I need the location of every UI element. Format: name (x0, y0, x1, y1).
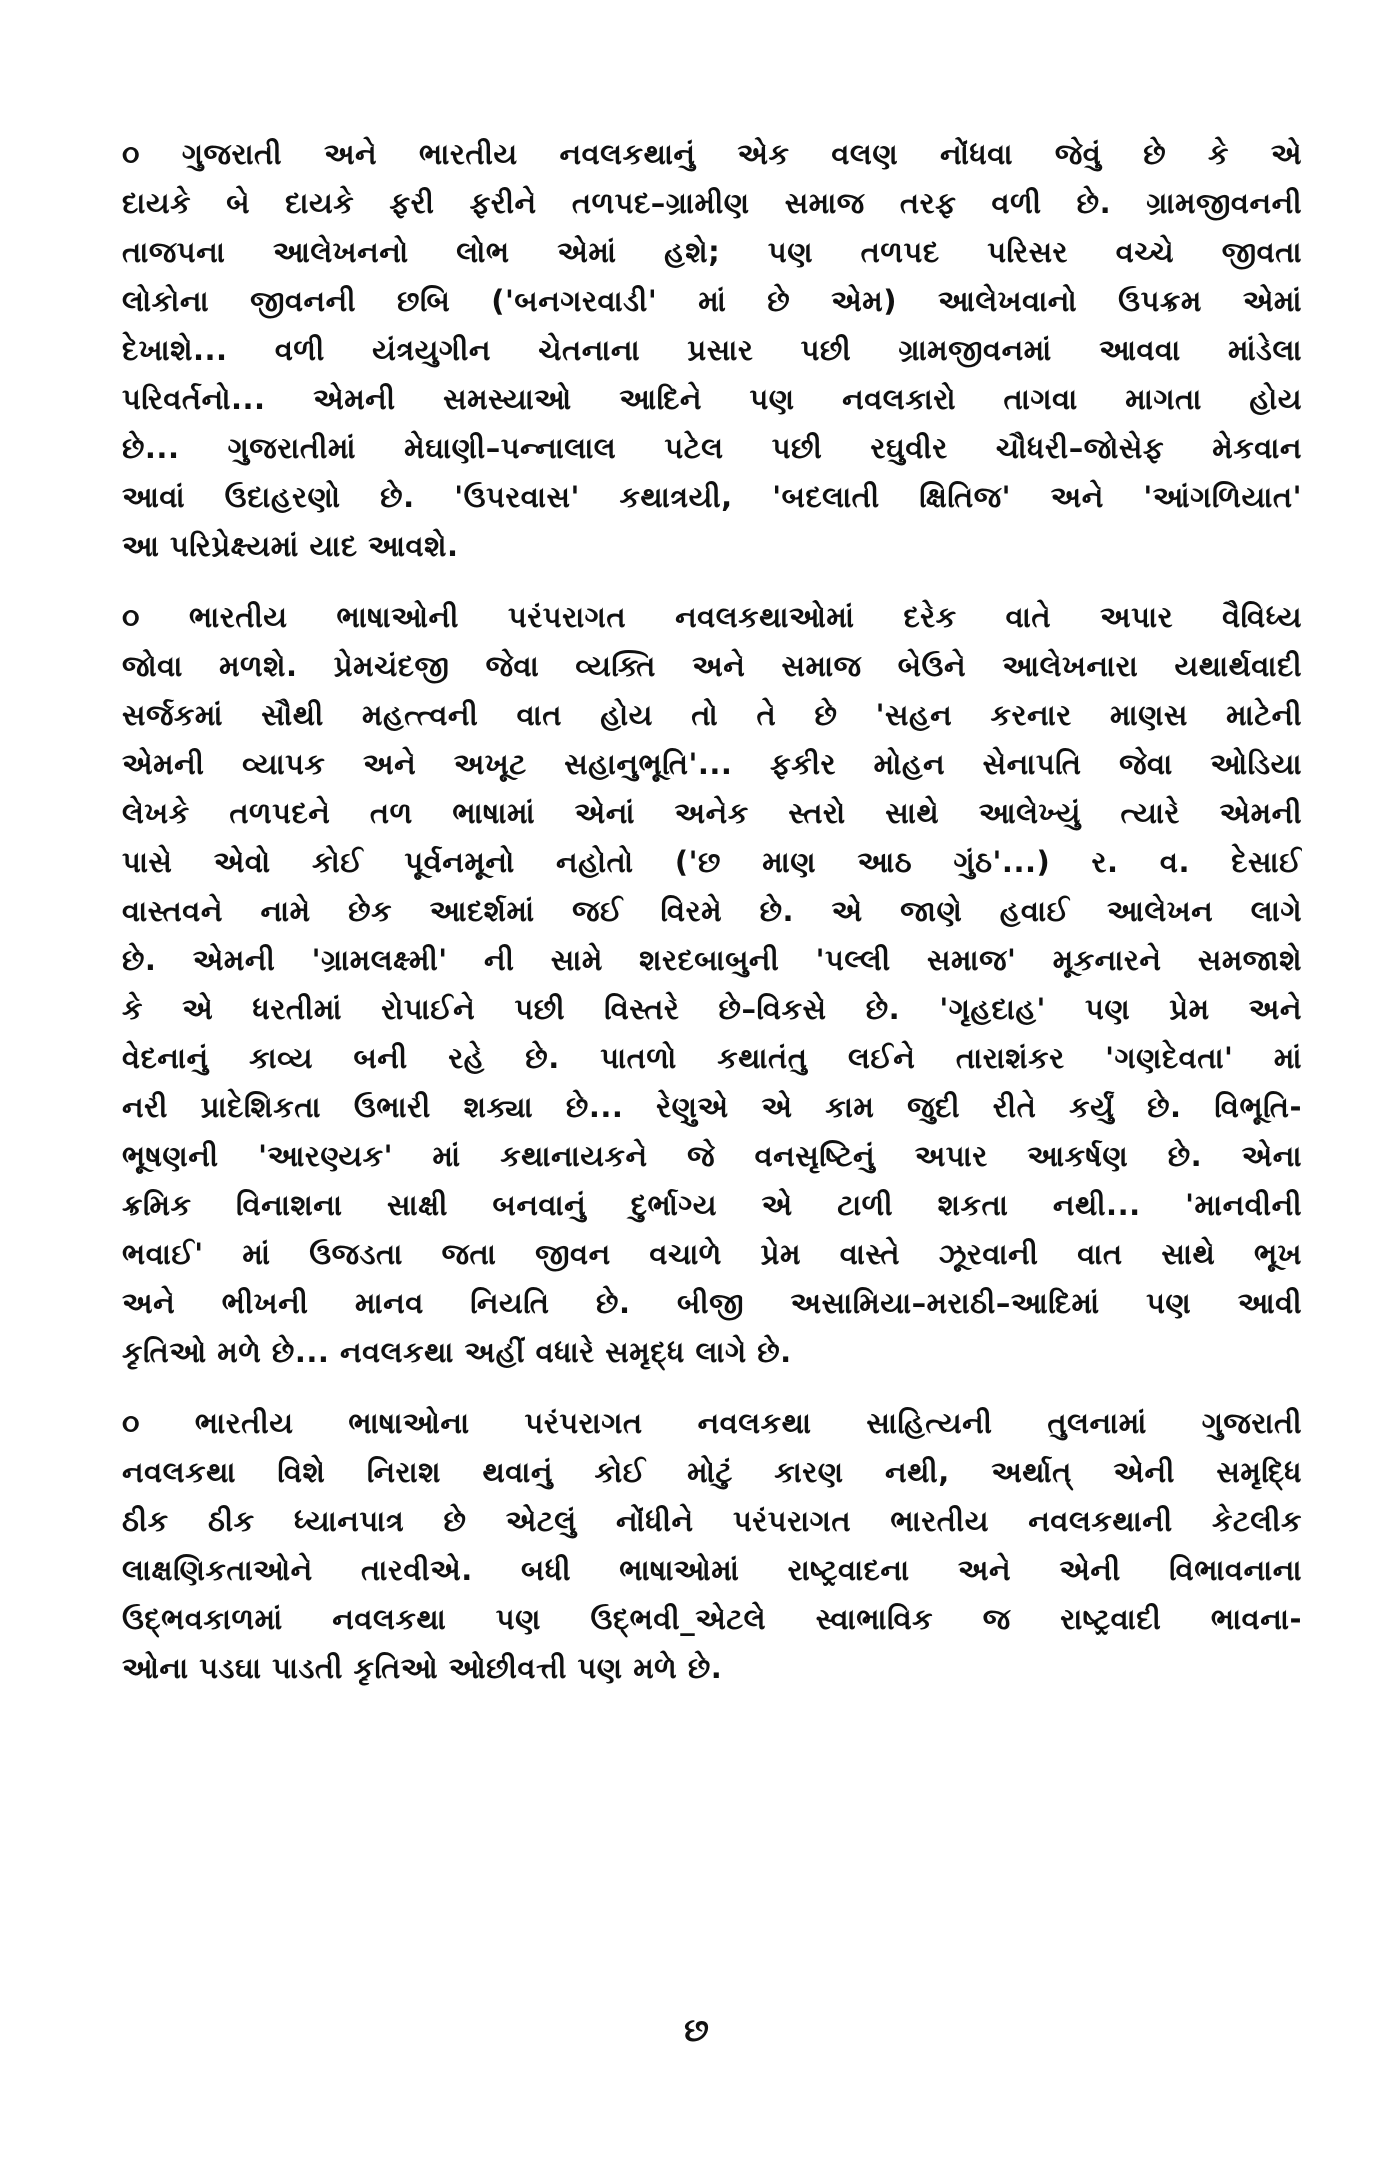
text-line: પરિવર્તનો... એમની સમસ્યાઓ આદિને પણ નવલકારો તાગવા માગતા હોય (122, 382, 1302, 416)
text-line: ૦ ભારતીય ભાષાઓની પરંપરાગત નવલકથાઓમાં દરેક વાતે અપાર વૈવિધ્ય (122, 600, 1302, 634)
text-line: લેખકે તળપદને તળ ભાષામાં એનાં અનેક સ્તરો સાથે આલેખ્યું ત્યારે એમની (122, 796, 1302, 830)
text-line: ઠીક ઠીક ધ્યાનપાત્ર છે એટલું નોંધીને પરંપરાગત ભારતીય નવલકથાની કેટલીક (122, 1504, 1302, 1538)
text-line: એમની વ્યાપક અને અખૂટ સહાનુભૂતિ'... ફકીર મોહન સેનાપતિ જેવા ઓડિયા (122, 747, 1302, 781)
text-line: ભૂષણની 'આરણ્યક' માં કથાનાયકને જે વનસૃષ્ટિનું અપાર આકર્ષણ છે. એના (122, 1139, 1302, 1173)
text-line: તાજપના આલેખનનો લોભ એમાં હશે; પણ તળપદ પરિસર વચ્ચે જીવતા (122, 235, 1302, 269)
text-line: લોકોના જીવનની છબિ ('બનગરવાડી' માં છે એમ) આલેખવાનો ઉપક્રમ એમાં (122, 284, 1302, 318)
text-line: નરી પ્રાદેશિકતા ઉભારી શક્યા છે... રેણુએ એ કામ જુદી રીતે કર્યું છે. વિભૂતિ- (122, 1090, 1302, 1124)
text-line: ભવાઈ' માં ઉજડતા જતા જીવન વચાળે પ્રેમ વાસ્તે ઝૂરવાની વાત સાથે ભૂખ (122, 1237, 1302, 1271)
text-line: ૦ ભારતીય ભાષાઓના પરંપરાગત નવલકથા સાહિત્યની તુલનામાં ગુજરાતી (122, 1406, 1302, 1440)
text-line: દેખાશે... વળી યંત્રયુગીન ચેતનાના પ્રસાર પછી ગ્રામજીવનમાં આવવા માંડેલા (122, 333, 1302, 367)
paragraph (122, 1399, 1302, 1693)
body-text (122, 130, 1302, 1715)
text-line: પાસે એવો કોઈ પૂર્વનમૂનો નહોતો ('છ માણ આઠ ગુંઠ'...) ર. વ. દેસાઈ (122, 845, 1302, 879)
text-line: નવલકથા વિશે નિરાશ થવાનું કોઈ મોટું કારણ નથી, અર્થાત્ એની સમૃદ્ધિ (122, 1455, 1302, 1489)
paragraph (122, 593, 1302, 1377)
text-line: લાક્ષણિકતાઓને તારવીએ. બધી ભાષાઓમાં રાષ્ટ્રવાદના અને એની વિભાવનાના (122, 1553, 1302, 1587)
text-line: અને ભીખની માનવ નિયતિ છે. બીજી અસામિયા–મરાઠી–આદિમાં પણ આવી (122, 1286, 1302, 1320)
text-line: સર્જકમાં સૌથી મહત્ત્વની વાત હોય તો તે છે 'સહન કરનાર માણસ માટેની (122, 698, 1302, 732)
text-line: કૃતિઓ મળે છે... નવલકથા અહીં વધારે સમૃદ્ધ લાગે છે. (122, 1335, 792, 1369)
text-line: ઉદ્ભવકાળમાં નવલકથા પણ ઉદ્ભવી_એટલે સ્વાભાવિક જ રાષ્ટ્રવાદી ભાવના- (122, 1602, 1302, 1636)
text-line: ક્રમિક વિનાશના સાક્ષી બનવાનું દુર્ભાગ્ય એ ટાળી શકતા નથી... 'માનવીની (122, 1188, 1302, 1222)
text-line: ઓના પડઘા પાડતી કૃતિઓ ઓછીવત્તી પણ મળે છે. (122, 1651, 723, 1685)
text-line: વેદનાનું કાવ્ય બની રહે છે. પાતળો કથાતંતુ લઈને તારાશંકર 'ગણદેવતા' માં (122, 1041, 1302, 1075)
text-line: વાસ્તવને નામે છેક આદર્શમાં જઈ વિરમે છે. એ જાણે હવાઈ આલેખન લાગે (122, 894, 1302, 928)
text-line: છે. એમની 'ગ્રામલક્ષ્મી' ની સામે શરદબાબુની 'પલ્લી સમાજ' મૂકનારને સમજાશે (122, 943, 1302, 977)
text-line: કે એ ધરતીમાં રોપાઈને પછી વિસ્તરે છે–વિકસે છે. 'ગૃહદાહ' પણ પ્રેમ અને (122, 992, 1302, 1026)
paragraph (122, 130, 1302, 571)
page-number: છ (684, 2011, 709, 2049)
text-line: જોવા મળશે. પ્રેમચંદજી જેવા વ્યક્તિ અને સમાજ બેઉને આલેખનારા યથાર્થવાદી (122, 649, 1302, 683)
text-line: આવાં ઉદાહરણો છે. 'ઉપરવાસ' કથાત્રયી, 'બદલાતી ક્ષિતિજ' અને 'આંગળિયાત' (122, 480, 1302, 514)
text-line: છે... ગુજરાતીમાં મેઘાણી–પન્નાલાલ પટેલ પછી રઘુવીર ચૌધરી–જોસેફ મેકવાન (122, 431, 1302, 465)
text-line: ૦ ગુજરાતી અને ભારતીય નવલકથાનું એક વલણ નોંધવા જેવું છે કે એ (122, 137, 1302, 171)
text-line: આ પરિપ્રેક્ષ્યમાં યાદ આવશે. (122, 529, 459, 563)
text-line: દાયકે બે દાયકે ફરી ફરીને તળપદ–ગ્રામીણ સમાજ તરફ વળી છે. ગ્રામજીવનની (122, 186, 1302, 220)
